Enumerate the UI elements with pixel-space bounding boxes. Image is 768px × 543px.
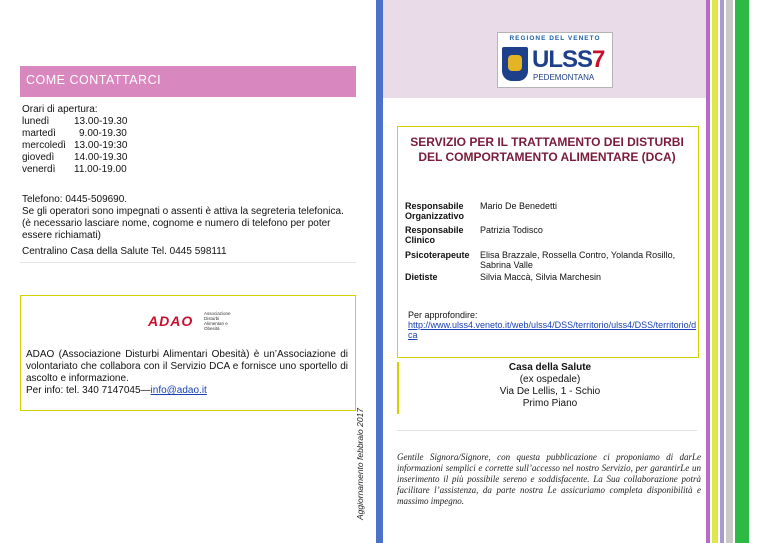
stripe-lilac (720, 0, 724, 543)
ulss-logo: REGIONE DEL VENETO ULSS7 PEDEMONTANA (497, 32, 613, 88)
service-title: SERVIZIO PER IL TRATTAMENTO DEI DISTURBI DEL COMPORTAMENTO ALIMENTARE (DCA) (410, 135, 684, 164)
contact-section-header (20, 66, 356, 97)
hours-title: Orari di apertura: (22, 104, 98, 115)
greeting-text: Gentile Signora/Signore, con questa pubblicazione ci proponiamo di darLe informazioni semplici e corrette sull’accesso nel nostro Servizio, per garantirLe un inserimento il più possibile sereno e soddisfacente. La Sua collaborazione potrà facilitare l’assistenza, da parte nostra Le assicuriamo completa disponibilità e massimo impegno. (397, 452, 701, 506)
address-name: Casa della Salute (508, 362, 592, 373)
stripe-green (735, 0, 749, 543)
adao-email-link[interactable]: info@adao.it (150, 385, 207, 396)
phone-info (22, 194, 352, 242)
adao-info: Per info: tel. 340 7147045—info@adao.it (26, 385, 207, 396)
centralino-phone: Centralino Casa della Salute Tel. 0445 598111 (22, 246, 227, 257)
hours-row: giovedì 14.00-19.30 (22, 152, 128, 163)
more-info-label: Per approfondire: (408, 310, 478, 320)
hours-row: martedì 9.00-19.30 (22, 128, 127, 139)
divider (397, 430, 697, 431)
stripe-yellow (712, 0, 718, 543)
hours-row: mercoledì 13.00-19:30 (22, 140, 128, 151)
hours-row: lunedì 13.00-19.30 (22, 116, 128, 127)
divider (20, 262, 356, 263)
contact-header-text: COME CONTATTARCI (26, 73, 162, 87)
stripe-purple (706, 0, 710, 543)
dca-web-link[interactable]: http://www.ulss4.veneto.it/web/ulss4/DSS/territorio/ulss4/DSS/territorio/dca (408, 320, 697, 340)
address: Casa della Salute (ex ospedale) Via De Lellis, 1 - Schio Primo Piano (470, 362, 630, 410)
opening-hours (22, 104, 342, 176)
hours-row: venerdì 11.00-19.00 (22, 164, 127, 175)
adao-description: ADAO (Associazione Disturbi Alimentari Obesità) è un’Associazione di volontariato che collabora con il Servizio DCA e fornisce uno sportello di ascolto e informazione. (26, 349, 348, 384)
update-note: Aggiornamento febbraio 2017 (355, 408, 365, 520)
veneto-lion-icon (502, 47, 528, 81)
phone-number: Telefono: 0445-509690. (22, 194, 128, 205)
address-accent (397, 362, 399, 414)
stripe-blue (376, 0, 383, 543)
phone-note: Se gli operatori sono impegnati o assenti è attiva la segreteria telefonica. (è necessario lasciare nome, cognome e numero di telefono per poter essere richiamati) (22, 206, 344, 241)
stripe-gray (726, 0, 733, 543)
adao-logo: ADAO Associazione Disturbi Alimentari e Obesità (148, 311, 231, 331)
more-info (408, 310, 698, 340)
